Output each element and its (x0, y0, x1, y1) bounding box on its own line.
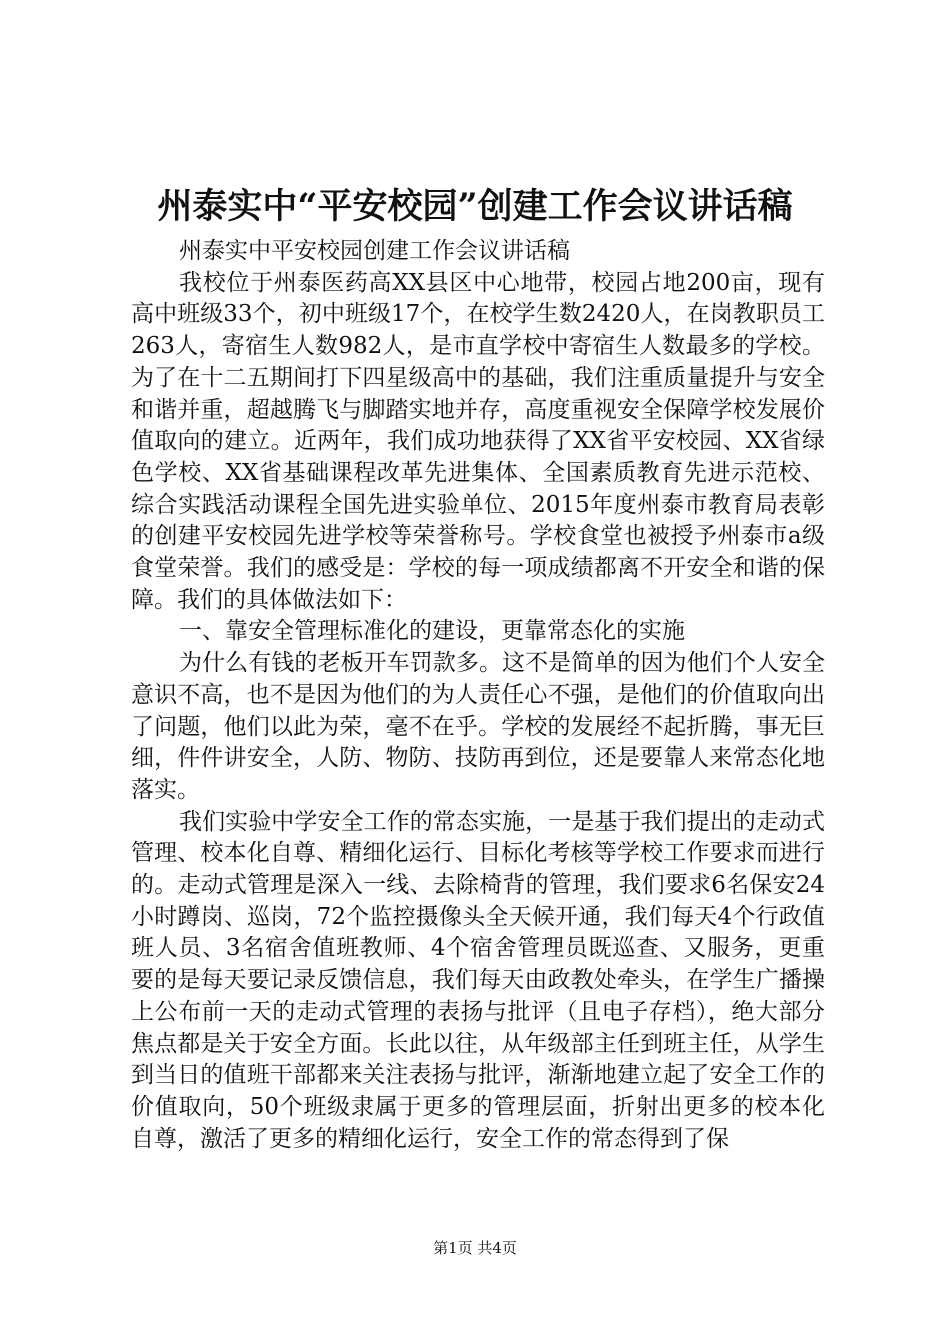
section-heading-1: 一、靠安全管理标准化的建设，更靠常态化的实施 (179, 618, 685, 645)
paragraph-intro: 我校位于州泰医药高XX县区中心地带，校园占地200亩，现有高中班级33个，初中班级17个，在校学生数2420人，在岗教职员工263人，寄宿生人数982人，是市直学校中寄宿生人数最多的学校。为了在十二五期间打下四星级高中的基础，我们注重质量提升与安全和谐并重，超越腾飞与脚踏实地并存，高度重视安全保障学校发展价值取向的建立。近两年，我们成功地获得了XX省平安校园、XX省绿色学校、XX省基础课程改革先进集体、全国素质教育先进示范校、综合实践活动课程全国先进实验单位、2015年度州泰市教育局表彰的创建平安校园先进学校等荣誉称号。学校食堂也被授予州泰市a级食堂荣誉。我们的感受是：学校的每一项成绩都离不开安全和谐的保障。我们的具体做法如下： (131, 269, 825, 613)
paragraph-body: 为什么有钱的老板开车罚款多。这不是简单的因为他们个人安全意识不高，也不是因为他们的为人责任心不强，是他们的价值取向出了问题，他们以此为荣，毫不在乎。学校的发展经不起折腾，事无巨细，件件讲安全，人防、物防、技防再到位，还是要靠人来常态化地落实。 (131, 650, 825, 803)
document-body (131, 236, 825, 1155)
paragraph-body: 我们实验中学安全工作的常态实施，一是基于我们提出的走动式管理、校本化自尊、精细化运行、目标化考核等学校工作要求而进行的。走动式管理是深入一线、去除椅背的管理，我们要求6名保安24小时蹲岗、巡岗，72个监控摄像头全天候开通，我们每天4个行政值班人员、3名宿舍值班教师、4个宿舍管理员既巡查、又服务，更重要的是每天要记录反馈信息，我们每天由政教处牵头，在学生广播操上公布前一天的走动式管理的表扬与批评（且电子存档），绝大部分焦点都是关于安全方面。长此以往，从年级部主任到班主任，从学生到当日的值班干部都来关注表扬与批评，渐渐地建立起了安全工作的价值取向，50个班级隶属于更多的管理层面，折射出更多的校本化自尊，激活了更多的精细化运行，安全工作的常态得到了保 (131, 808, 825, 1152)
page-footer: 第1页 共4页 (433, 1239, 517, 1257)
document-title: 州泰实中“平安校园”创建工作会议讲话稿 (157, 186, 793, 227)
paragraph-subtitle: 州泰实中平安校园创建工作会议讲话稿 (179, 238, 570, 264)
